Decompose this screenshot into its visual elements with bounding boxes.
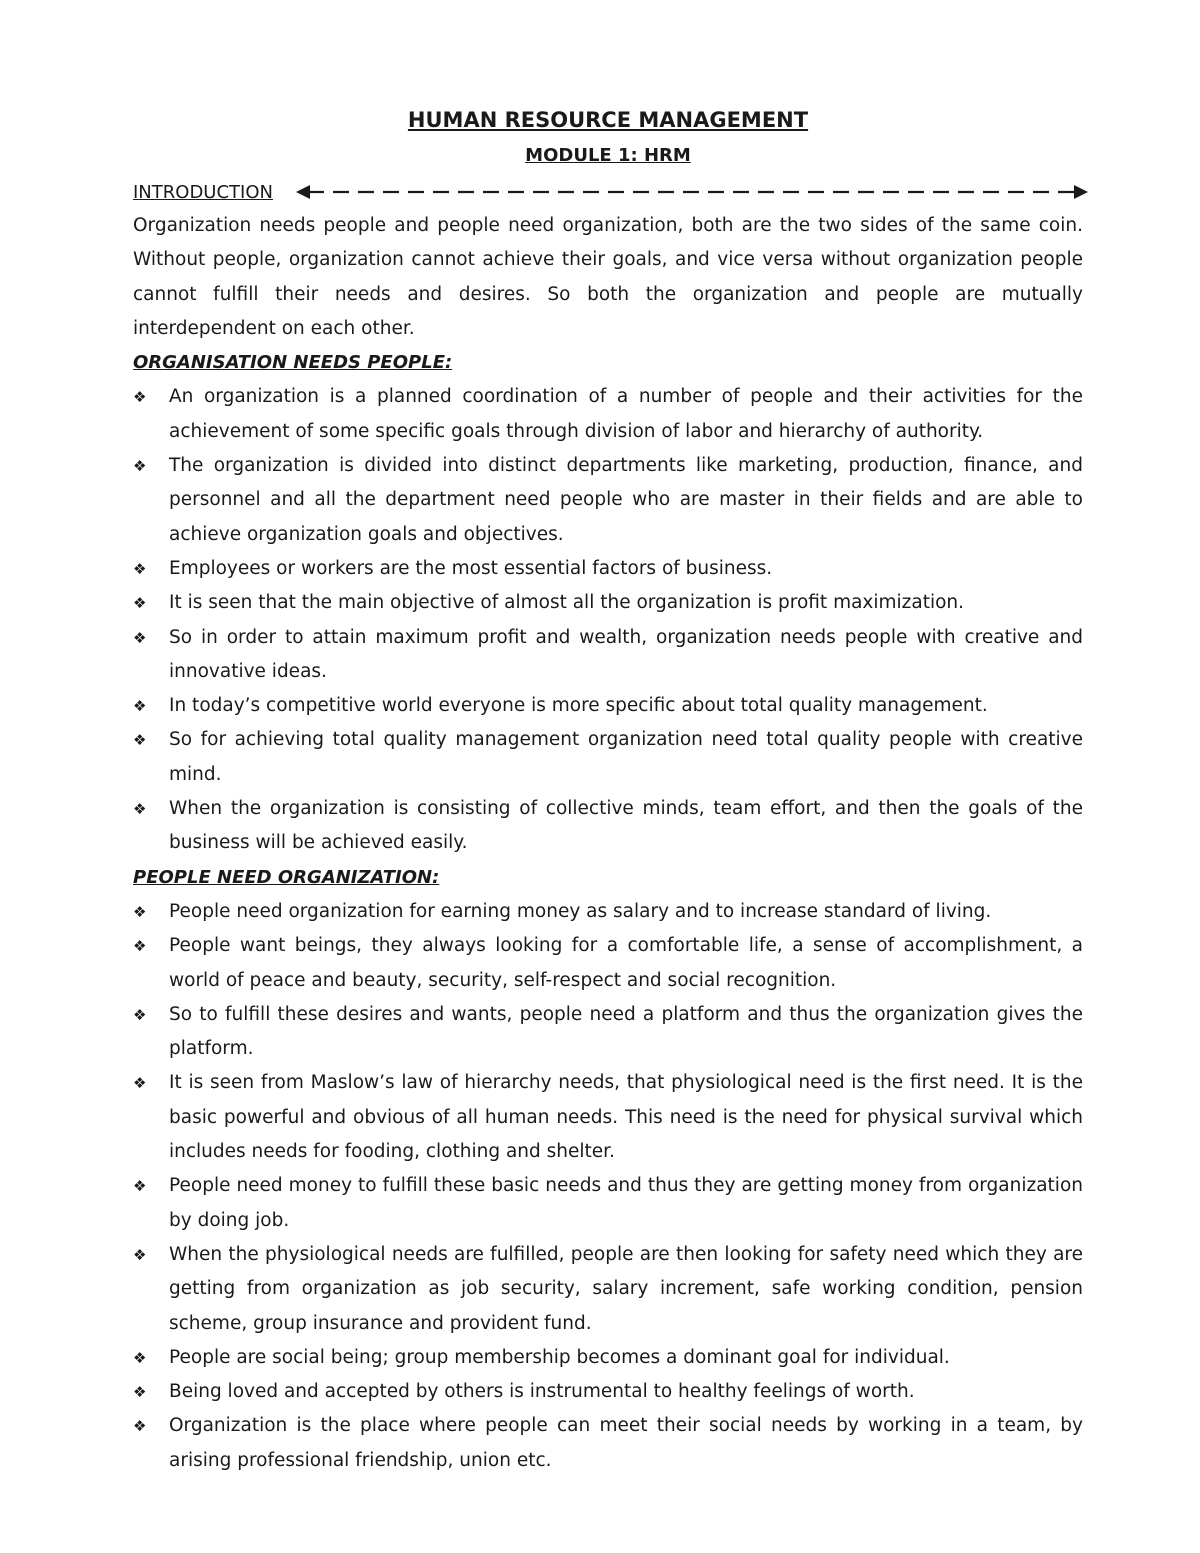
double-arrow-icon: [296, 183, 1088, 201]
introduction-paragraph: Organization needs people and people need organization, both are the two sides of the same coin. Without people, organization cannot achieve their goals, and vice versa without organization people cannot fulfill their needs and desires. So both the organization and people are mutually interdependent on each other.: [133, 215, 1083, 339]
list-item-text: When the organization is consisting of collective minds, team effort, and then the goals of the business will be achieved easily.: [169, 798, 1083, 854]
list-item: [133, 449, 1083, 552]
diamond-bullet-icon: ❖: [133, 628, 147, 647]
introduction-heading: INTRODUCTION: [133, 182, 273, 203]
list-item: [133, 621, 1083, 690]
section-heading-organisation-needs-people: ORGANISATION NEEDS PEOPLE:: [133, 352, 453, 374]
list-item-text: So in order to attain maximum profit and wealth, organization needs people with creative and innovative ideas.: [169, 626, 1083, 682]
list-item-text: An organization is a planned coordination of a number of people and their activities for the achievement of some specific goals through division of labor and hierarchy of authority.: [169, 386, 1083, 442]
list-item: [133, 792, 1083, 861]
diamond-bullet-icon: ❖: [133, 1417, 147, 1436]
document-content: [133, 104, 1083, 1478]
diamond-bullet-icon: ❖: [133, 1348, 147, 1367]
introduction-heading-row: [133, 176, 1083, 209]
list-item: [133, 1409, 1083, 1478]
list-item: [133, 1238, 1083, 1341]
diamond-bullet-icon: ❖: [133, 1074, 147, 1093]
list-item-text: Organization is the place where people can meet their social needs by working in a team, by arising professional friendship, union etc.: [169, 1415, 1083, 1471]
diamond-bullet-icon: ❖: [133, 559, 147, 578]
diamond-bullet-icon: ❖: [133, 1177, 147, 1196]
diamond-bullet-icon: ❖: [133, 731, 147, 750]
list-item: [133, 895, 1083, 929]
list-item-text: So for achieving total quality management organization need total quality people with creative mind.: [169, 729, 1083, 785]
people-need-organization-list: [133, 895, 1083, 1478]
list-item: [133, 586, 1083, 620]
diamond-bullet-icon: ❖: [133, 594, 147, 613]
module-subtitle: MODULE 1: HRM: [525, 145, 691, 166]
list-item: [133, 380, 1083, 449]
list-item: [133, 723, 1083, 792]
list-item: [133, 689, 1083, 723]
list-item-text: People are social being; group membership becomes a dominant goal for individual.: [169, 1346, 950, 1368]
list-item: [133, 1341, 1083, 1375]
list-item-text: Being loved and accepted by others is instrumental to healthy feelings of worth.: [169, 1381, 915, 1403]
list-item-text: When the physiological needs are fulfilled, people are then looking for safety need which they are getting from organization as job security, salary increment, safe working condition, pension scheme, group insurance and provident fund.: [169, 1243, 1083, 1334]
document-title: HUMAN RESOURCE MANAGEMENT: [407, 108, 809, 132]
diamond-bullet-icon: ❖: [133, 1005, 147, 1024]
diamond-bullet-icon: ❖: [133, 388, 147, 407]
list-item: [133, 1375, 1083, 1409]
diamond-bullet-icon: ❖: [133, 1245, 147, 1264]
organisation-needs-people-list: [133, 380, 1083, 860]
diamond-bullet-icon: ❖: [133, 697, 147, 716]
diamond-bullet-icon: ❖: [133, 1383, 147, 1402]
diamond-bullet-icon: ❖: [133, 457, 147, 476]
section-heading-people-need-organization: PEOPLE NEED ORGANIZATION:: [133, 866, 440, 888]
list-item-text: People want beings, they always looking for a comfortable life, a sense of accomplishment, a world of peace and beauty, security, self-respect and social recognition.: [169, 935, 1083, 991]
list-item: [133, 1066, 1083, 1169]
list-item-text: In today’s competitive world everyone is more specific about total quality management.: [169, 695, 988, 717]
diamond-bullet-icon: ❖: [133, 937, 147, 956]
list-item-text: People need organization for earning money as salary and to increase standard of living.: [169, 900, 992, 922]
list-item-text: The organization is divided into distinct departments like marketing, production, finance, and personnel and all the department need people who are master in their fields and are able to achieve organization goals and objectives.: [169, 455, 1083, 545]
diamond-bullet-icon: ❖: [133, 800, 147, 819]
list-item-text: Employees or workers are the most essential factors of business.: [169, 557, 773, 579]
list-item: [133, 552, 1083, 586]
list-item: [133, 998, 1083, 1067]
list-item: [133, 1169, 1083, 1238]
list-item-text: People need money to fulfill these basic needs and thus they are getting money from organization by doing job.: [169, 1175, 1083, 1231]
diamond-bullet-icon: ❖: [133, 902, 147, 921]
list-item-text: It is seen from Maslow’s law of hierarchy needs, that physiological need is the first need. It is the basic powerful and obvious of all human needs. This need is the need for physical survival which includes needs for fooding, clothing and shelter.: [169, 1072, 1083, 1163]
list-item: [133, 929, 1083, 998]
list-item-text: It is seen that the main objective of almost all the organization is profit maximization.: [169, 592, 965, 614]
list-item-text: So to fulfill these desires and wants, people need a platform and thus the organization gives the platform.: [169, 1003, 1083, 1060]
